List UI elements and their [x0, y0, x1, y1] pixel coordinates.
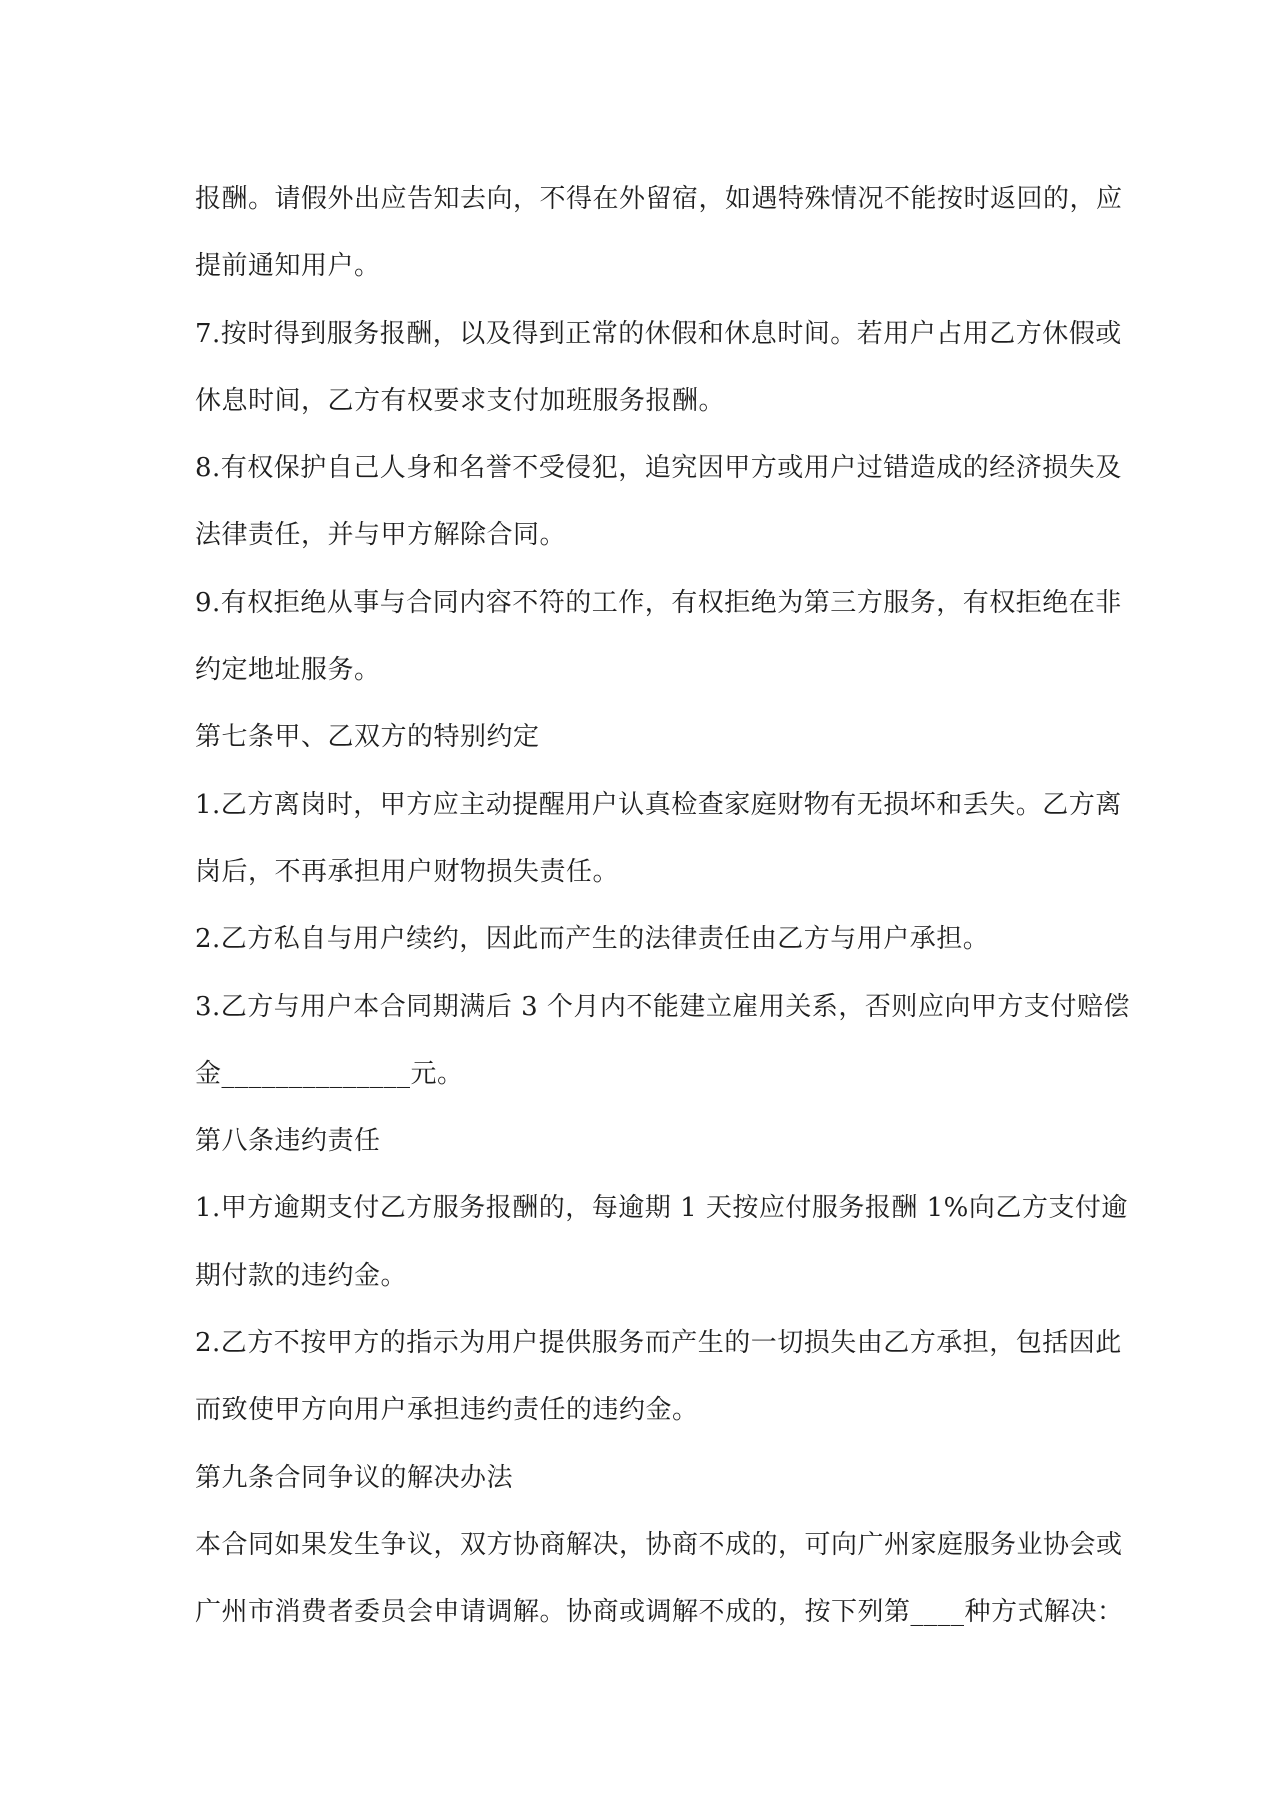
text-line: 本合同如果发生争议，双方协商解决，协商不成的，可向广州家庭服务业协会或 — [195, 1529, 1123, 1560]
document-body — [195, 166, 1130, 1647]
text-line: 法律责任，并与甲方解除合同。 — [195, 520, 567, 551]
text-line: 休息时间，乙方有权要求支付加班服务报酬。 — [195, 385, 726, 416]
text-line: 8.有权保护自己人身和名誉不受侵犯，追究因甲方或用户过错造成的经济损失及 — [195, 453, 1122, 484]
text-line: 提前通知用户。 — [195, 251, 381, 282]
text-line: 报酬。请假外出应告知去向，不得在外留宿，如遇特殊情况不能按时返回的，应 — [195, 184, 1123, 214]
text-line: 约定地址服务。 — [195, 655, 381, 686]
text-line: 期付款的违约金。 — [195, 1260, 408, 1291]
section-heading: 第九条合同争议的解决办法 — [195, 1462, 514, 1493]
text-line: 7.按时得到服务报酬，以及得到正常的休假和休息时间。若用户占用乙方休假或 — [195, 318, 1122, 349]
text-line: 广州市消费者委员会申请调解。协商或调解不成的，按下列第____种方式解决： — [195, 1597, 1124, 1628]
text-line: 2.乙方不按甲方的指示为用户提供服务而产生的一切损失由乙方承担，包括因此 — [195, 1328, 1122, 1359]
text-line: 3.乙方与用户本合同期满后 3 个月内不能建立雇用关系，否则应向甲方支付赔偿 — [195, 991, 1130, 1022]
text-line: 1.乙方离岗时，甲方应主动提醒用户认真检查家庭财物有无损坏和丢失。乙方离 — [195, 789, 1122, 820]
text-line: 金______________元。 — [195, 1058, 464, 1089]
text-line: 9.有权拒绝从事与合同内容不符的工作，有权拒绝为第三方服务，有权拒绝在非 — [195, 587, 1122, 618]
text-line: 2.乙方私自与用户续约，因此而产生的法律责任由乙方与用户承担。 — [195, 924, 990, 955]
text-line: 岗后，不再承担用户财物损失责任。 — [195, 856, 620, 887]
text-line: 1.甲方逾期支付乙方服务报酬的，每逾期 1 天按应付服务报酬 1%向乙方支付逾 — [195, 1193, 1128, 1224]
section-heading: 第七条甲、乙双方的特别约定 — [195, 722, 540, 753]
text-line: 而致使甲方向用户承担违约责任的违约金。 — [195, 1395, 699, 1426]
section-heading: 第八条违约责任 — [195, 1126, 381, 1157]
